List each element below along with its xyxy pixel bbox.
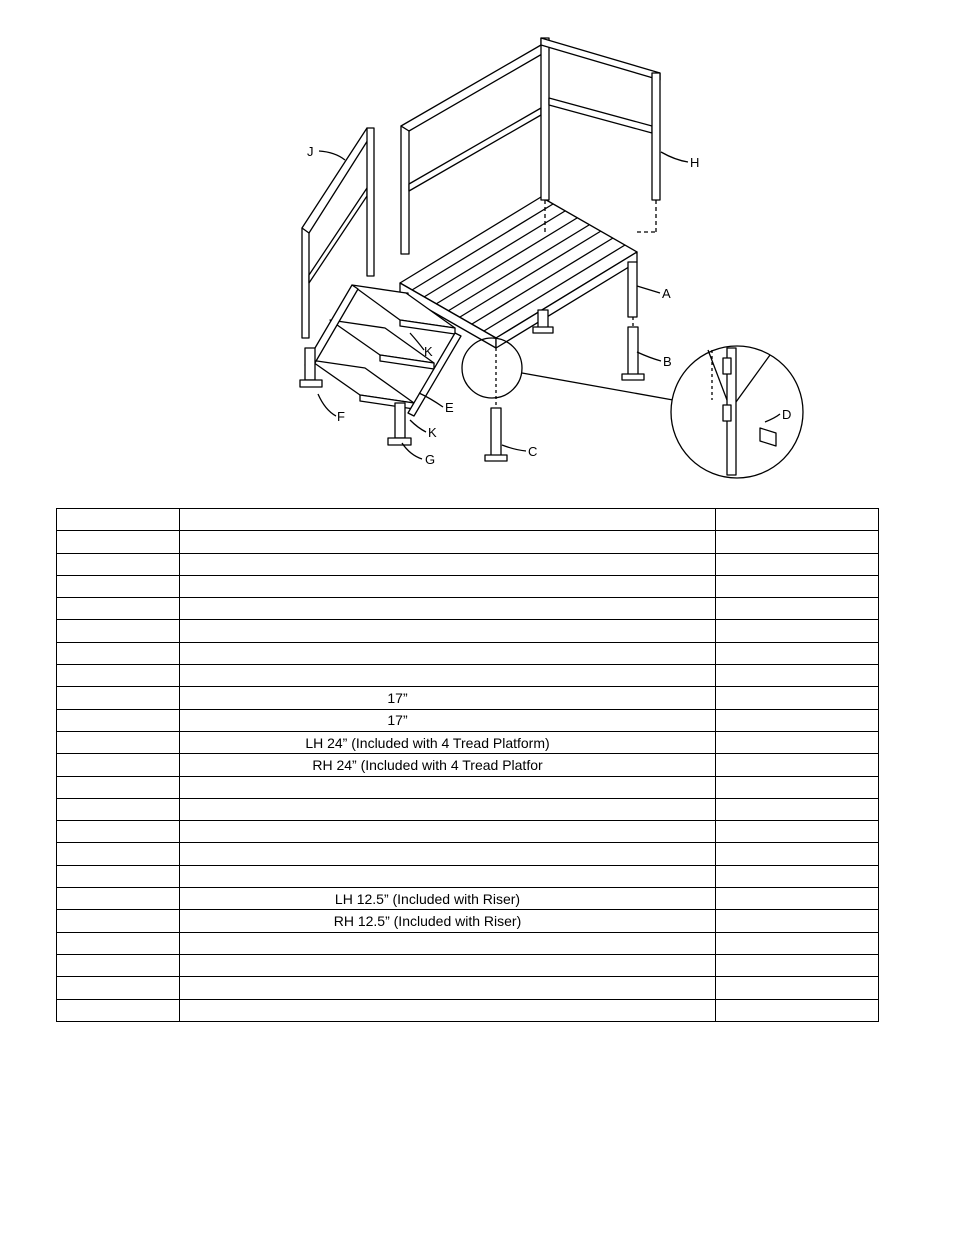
item-cell: [57, 575, 180, 597]
parts-table: [56, 508, 879, 1022]
table-row: [57, 598, 879, 620]
item-cell: [57, 865, 180, 887]
table-row: [57, 821, 879, 843]
description-cell: [180, 798, 716, 820]
description-cell: [180, 932, 716, 954]
callout-K-lower: K: [428, 425, 437, 440]
item-cell: [57, 709, 180, 731]
table-row: [57, 642, 879, 664]
qty-cell: [716, 598, 879, 620]
description-cell: [180, 843, 716, 865]
item-cell: [57, 754, 180, 776]
table-row: [57, 754, 879, 776]
item-cell: [57, 821, 180, 843]
item-cell: [57, 999, 180, 1021]
table-row: [57, 575, 879, 597]
description-cell: [180, 598, 716, 620]
qty-cell: [716, 843, 879, 865]
item-cell: [57, 843, 180, 865]
table-row: [57, 531, 879, 553]
description-cell: [180, 665, 716, 687]
callout-C: C: [528, 444, 538, 459]
qty-cell: [716, 977, 879, 999]
guard-rail-right: [541, 38, 660, 200]
item-cell: [57, 977, 180, 999]
description-cell: [180, 509, 716, 531]
platform-assembly-drawing: [0, 0, 954, 500]
description-cell: [180, 821, 716, 843]
item-cell: [57, 798, 180, 820]
description-cell: RH 24” (Included with 4 Tread Platfor: [180, 754, 716, 776]
qty-cell: [716, 731, 879, 753]
description-cell: [180, 553, 716, 575]
qty-cell: [716, 798, 879, 820]
description-cell: [180, 776, 716, 798]
table-row: [57, 731, 879, 753]
table-row: [57, 932, 879, 954]
table-row: [57, 709, 879, 731]
qty-cell: [716, 709, 879, 731]
description-cell: [180, 620, 716, 642]
qty-cell: [716, 620, 879, 642]
table-row: [57, 798, 879, 820]
callout-D: D: [782, 407, 792, 422]
table-row: [57, 665, 879, 687]
item-cell: [57, 932, 180, 954]
callout-K-upper: K: [424, 344, 433, 359]
item-cell: [57, 954, 180, 976]
item-cell: [57, 731, 180, 753]
qty-cell: [716, 999, 879, 1021]
qty-cell: [716, 642, 879, 664]
table-row: [57, 999, 879, 1021]
qty-cell: [716, 776, 879, 798]
table-row: [57, 888, 879, 910]
item-cell: [57, 665, 180, 687]
item-cell: [57, 509, 180, 531]
table-row: [57, 553, 879, 575]
stair-handrail: [302, 128, 374, 338]
qty-cell: [716, 575, 879, 597]
callout-F: F: [337, 409, 345, 424]
description-cell: [180, 865, 716, 887]
table-row: [57, 843, 879, 865]
description-cell: 17”: [180, 687, 716, 709]
description-cell: LH 12.5” (Included with Riser): [180, 888, 716, 910]
table-row: [57, 910, 879, 932]
qty-cell: [716, 910, 879, 932]
qty-cell: [716, 531, 879, 553]
qty-cell: [716, 509, 879, 531]
item-cell: [57, 776, 180, 798]
item-cell: [57, 642, 180, 664]
item-cell: [57, 888, 180, 910]
qty-cell: [716, 954, 879, 976]
description-cell: RH 12.5” (Included with Riser): [180, 910, 716, 932]
description-cell: [180, 575, 716, 597]
item-cell: [57, 531, 180, 553]
callout-B: B: [663, 354, 672, 369]
item-cell: [57, 620, 180, 642]
description-cell: [180, 531, 716, 553]
description-cell: [180, 999, 716, 1021]
table-row: [57, 954, 879, 976]
table-row: [57, 977, 879, 999]
qty-cell: [716, 687, 879, 709]
table-row: [57, 509, 879, 531]
qty-cell: [716, 932, 879, 954]
item-cell: [57, 910, 180, 932]
qty-cell: [716, 553, 879, 575]
table-row: [57, 776, 879, 798]
item-cell: [57, 598, 180, 620]
callout-J: J: [307, 144, 314, 159]
table-row: [57, 865, 879, 887]
description-cell: 17”: [180, 709, 716, 731]
qty-cell: [716, 665, 879, 687]
description-cell: [180, 954, 716, 976]
callout-E: E: [445, 400, 454, 415]
item-cell: [57, 687, 180, 709]
description-cell: [180, 977, 716, 999]
item-cell: [57, 553, 180, 575]
qty-cell: [716, 865, 879, 887]
callout-A: A: [662, 286, 671, 301]
description-cell: LH 24” (Included with 4 Tread Platform): [180, 731, 716, 753]
qty-cell: [716, 821, 879, 843]
table-row: [57, 620, 879, 642]
table-row: [57, 687, 879, 709]
qty-cell: [716, 754, 879, 776]
callout-G: G: [425, 452, 436, 467]
qty-cell: [716, 888, 879, 910]
description-cell: [180, 642, 716, 664]
callout-H: H: [690, 155, 700, 170]
